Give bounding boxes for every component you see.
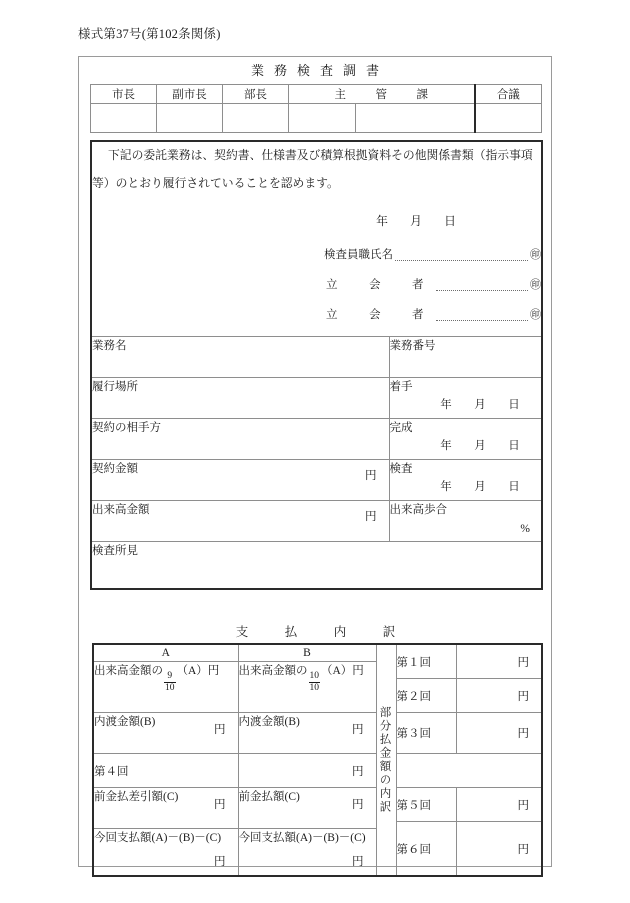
partial-payment-vertical-label (376, 644, 396, 876)
field-contract-amount[interactable] (91, 460, 389, 501)
month-label: 月 (474, 399, 486, 411)
start-date-ymd (429, 396, 531, 412)
label-start-date: 着手 (389, 381, 413, 393)
label-business-name: 業務名 (92, 340, 127, 352)
statement-line-2: 等）のとおり履行されていることを認めます。 (92, 176, 339, 190)
installment-amount-5[interactable] (456, 788, 542, 822)
day-label: 日 (508, 440, 520, 452)
payment-a-prefix: 出来高金額の (94, 665, 163, 677)
payment-b-interim-amount[interactable] (238, 713, 376, 754)
approval-header-deputy-mayor: 副市長 (157, 85, 223, 104)
unit-yen: 円 (517, 690, 529, 703)
table-row (91, 378, 542, 419)
field-business-name[interactable] (91, 337, 389, 378)
payment-breakdown-table (92, 643, 543, 877)
unit-yen: 円 (214, 724, 226, 736)
year-label: 年 (440, 481, 452, 493)
month-label: 月 (474, 440, 486, 452)
label-counterparty: 契約の相手方 (92, 422, 161, 434)
unit-yen: 円 (365, 511, 377, 523)
unit-percent: % (520, 523, 531, 535)
approval-header-director: 部長 (223, 85, 289, 104)
payment-a-advance-label: 前金払差引額(C) (94, 791, 179, 803)
field-business-number[interactable] (389, 337, 542, 378)
payment-column-header-a: A (93, 644, 238, 662)
signature-row-witness-1 (324, 276, 541, 292)
approval-cell-section-2[interactable] (356, 104, 475, 133)
signature-block (92, 246, 541, 322)
main-detail-table (90, 140, 543, 590)
unit-yen: 円 (352, 856, 364, 868)
payment-breakdown-heading: 支 払 内 訳 (235, 625, 408, 639)
installment-amount-6[interactable] (456, 822, 542, 877)
payment-a-suffix: （A）円 (176, 665, 220, 677)
completion-date-ymd (429, 437, 531, 453)
unit-yen: 円 (517, 843, 529, 856)
signature-rule-witness-1[interactable] (436, 279, 529, 291)
field-completion-ratio[interactable] (389, 501, 542, 542)
installment-label-6: 第６回 (396, 822, 456, 877)
payment-column-header-b: B (238, 644, 376, 662)
approval-header-section: 主 管 課 (289, 85, 475, 104)
statement-date-line (92, 212, 541, 229)
signature-row-witness-2 (324, 306, 541, 322)
approval-cell-section-1[interactable] (289, 104, 356, 133)
installment-label-3: 第３回 (396, 713, 456, 754)
unit-yen: 円 (352, 724, 364, 736)
signature-rule-witness-2[interactable] (436, 309, 529, 321)
field-completion-date[interactable] (389, 419, 542, 460)
fraction-numerator: 10 (309, 670, 319, 681)
unit-yen: 円 (517, 656, 529, 669)
approval-cell-director[interactable] (223, 104, 289, 133)
fraction-denominator: 10 (309, 683, 319, 694)
payment-a-completed-amount[interactable] (93, 662, 238, 713)
fraction-denominator: 10 (165, 683, 175, 694)
fraction-9-10 (164, 672, 176, 694)
unit-yen: 円 (352, 765, 364, 778)
unit-yen: 円 (214, 856, 226, 868)
table-row (91, 460, 542, 501)
unit-yen: 円 (352, 799, 364, 811)
installment-label-5: 第５回 (396, 788, 456, 822)
field-start-date[interactable] (389, 378, 542, 419)
table-row (91, 419, 542, 460)
statement-row (91, 141, 542, 337)
signature-row-inspector (324, 246, 541, 262)
approval-header-mayor: 市長 (91, 85, 157, 104)
approval-header-conference: 合議 (475, 85, 542, 104)
form-number: 様式第37号(第102条関係) (78, 27, 221, 41)
signature-label-inspector: 検査員職氏名 (324, 249, 393, 261)
table-row (93, 713, 542, 754)
label-completion-ratio: 出来高歩合 (389, 504, 447, 516)
unit-yen: 円 (214, 799, 226, 811)
unit-yen: 円 (517, 799, 529, 812)
approval-signature-row (91, 104, 542, 133)
payment-b-advance-label: 前金払額(C) (238, 791, 300, 803)
installment-amount-1[interactable] (456, 644, 542, 679)
document-heading: 業務検査調書 (250, 63, 389, 78)
fraction-numerator: 9 (167, 670, 173, 681)
payment-b-completed-amount[interactable] (238, 662, 376, 713)
payment-a-interim-amount[interactable] (93, 713, 238, 754)
table-row (91, 501, 542, 542)
label-completion-date: 完成 (389, 422, 413, 434)
payment-b-interim-label: 内渡金額(B) (238, 716, 300, 728)
table-row (91, 542, 542, 590)
payment-b-current-payment[interactable] (238, 829, 376, 877)
installment-label-2: 第２回 (396, 679, 456, 713)
signature-rule-inspector[interactable] (395, 249, 528, 261)
payment-header-row (93, 644, 542, 662)
payment-b-current-label: 今回支払額(A)－(B)－(C) (238, 832, 366, 844)
statement-year-label: 年 (376, 214, 388, 228)
day-label: 日 (508, 399, 520, 411)
partial-payment-label-text: 部分払金額の内訳 (378, 706, 391, 814)
fraction-10-10 (309, 672, 321, 694)
label-business-number: 業務番号 (389, 340, 436, 352)
field-counterparty[interactable] (91, 419, 389, 460)
field-inspection-date[interactable] (389, 460, 542, 501)
payment-b-advance-amount[interactable] (238, 788, 376, 829)
unit-yen: 円 (365, 470, 377, 482)
seal-icon: ㊞ (530, 279, 542, 291)
unit-yen: 円 (517, 728, 529, 740)
installment-amount-3[interactable] (456, 713, 542, 754)
year-label: 年 (440, 399, 452, 411)
signature-label-witness-2: 立 会 者 (326, 309, 434, 321)
approval-cell-mayor[interactable] (91, 104, 157, 133)
payment-a-advance-deduction[interactable] (93, 788, 238, 829)
installment-amount-4[interactable] (238, 754, 376, 788)
statement-line-1: 下記の委託業務は、契約書、仕様書及び積算根拠資料その他関係書類（指示事項 (108, 148, 533, 162)
payment-a-current-label: 今回支払額(A)－(B)－(C) (94, 832, 222, 844)
field-performance-place[interactable] (91, 378, 389, 419)
label-performance-place: 履行場所 (92, 381, 138, 393)
approval-cell-conference[interactable] (475, 104, 542, 133)
seal-icon: ㊞ (530, 309, 542, 321)
statement-cell (91, 141, 542, 337)
payment-a-interim-label: 内渡金額(B) (94, 716, 156, 728)
field-completed-amount[interactable] (91, 501, 389, 542)
payment-b-suffix: （A）円 (321, 665, 364, 677)
statement-month-label: 月 (410, 214, 422, 228)
installment-label-1: 第１回 (396, 644, 456, 679)
table-row (93, 788, 542, 822)
payment-a-current-payment[interactable] (93, 829, 238, 877)
signature-label-witness-1: 立 会 者 (326, 279, 434, 291)
label-inspection-opinion: 検査所見 (92, 545, 138, 557)
payment-b-prefix: 出来高金額の (238, 665, 308, 677)
label-inspection-date: 検査 (389, 463, 413, 475)
seal-icon: ㊞ (530, 249, 542, 261)
label-completed-amount: 出来高金額 (92, 504, 150, 516)
approval-header-row (91, 85, 542, 104)
installment-amount-2[interactable] (456, 679, 542, 713)
day-label: 日 (508, 481, 520, 493)
installment-label-4: 第４回 (93, 754, 238, 788)
table-row (93, 754, 542, 788)
inspection-date-ymd (429, 478, 531, 494)
year-label: 年 (440, 440, 452, 452)
field-inspection-opinion[interactable] (91, 542, 542, 590)
approval-cell-deputy-mayor[interactable] (157, 104, 223, 133)
table-row (91, 337, 542, 378)
month-label: 月 (474, 481, 486, 493)
label-contract-amount: 契約金額 (92, 463, 138, 475)
approval-table (90, 84, 542, 133)
statement-day-label: 日 (444, 214, 456, 228)
